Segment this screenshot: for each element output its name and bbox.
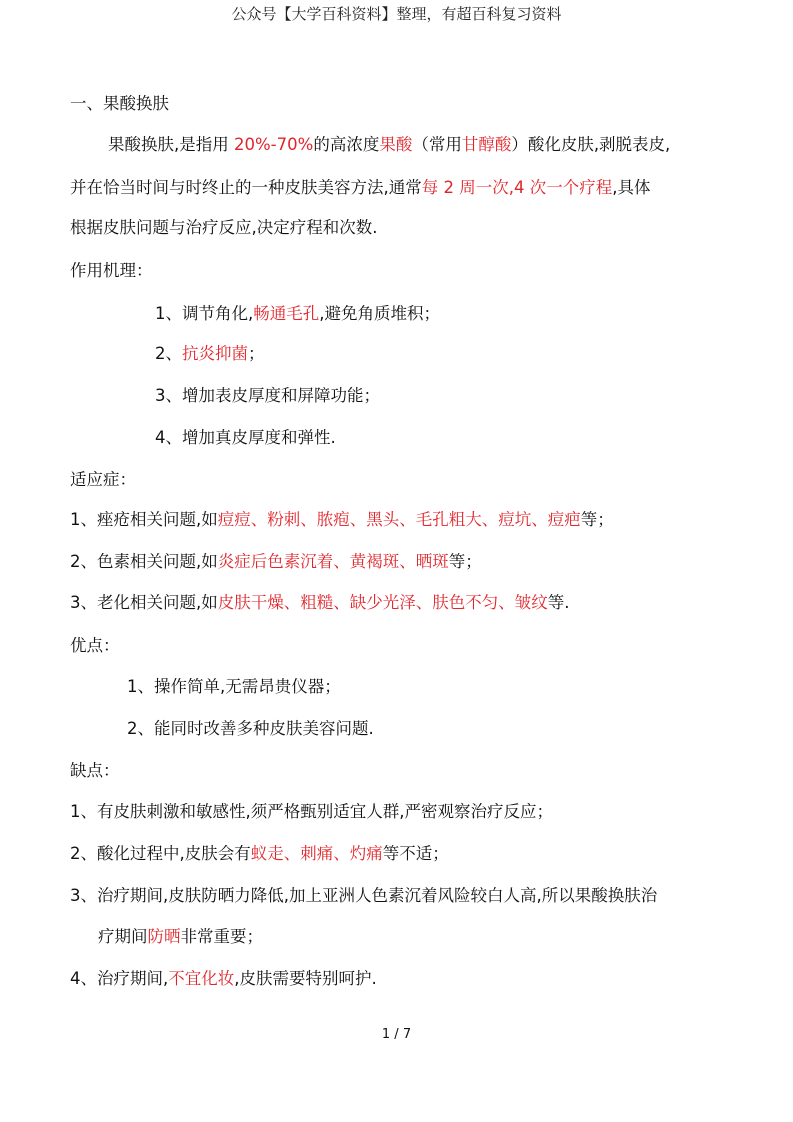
highlighted-text: 不宜化妆 — [168, 969, 235, 988]
highlighted-text: 20%-70% — [234, 135, 314, 154]
text-line — [155, 427, 336, 449]
text-line — [70, 217, 378, 239]
highlighted-text: 畅通毛孔 — [253, 304, 320, 323]
text-segment: 2、 — [155, 344, 182, 363]
text-segment: 等. — [547, 593, 570, 612]
text-line — [70, 260, 153, 282]
text-segment: 适应症： — [70, 470, 136, 489]
highlighted-text: 每 2 周一次,4 次一个疗程 — [421, 178, 613, 197]
text-segment: 3、治疗期间,皮肤防晒力降低,加上亚洲人色素沉着风险较白人高,所以果酸换肤治 — [70, 886, 658, 905]
text-line — [70, 469, 136, 491]
text-segment: 1、有皮肤刺激和敏感性,须严格甄别适宜人群,严密观察治疗反应； — [70, 802, 553, 821]
text-segment: 1、痤疮相关问题,如 — [70, 510, 218, 529]
highlighted-text: 果酸 — [379, 135, 413, 154]
text-segment: 3、老化相关问题,如 — [70, 593, 218, 612]
text-line — [155, 343, 265, 365]
text-segment: 作用机理： — [70, 261, 153, 280]
text-segment: 4、治疗期间, — [70, 969, 169, 988]
text-segment: ,避免角质堆积； — [319, 304, 440, 323]
text-line — [70, 801, 553, 823]
page-header: 公众号【大学百科资料】整理，有超百科复习资料 — [231, 5, 562, 23]
text-segment: 1、操作简单,无需昂贵仪器； — [127, 677, 341, 696]
text-segment: 疗期间 — [98, 927, 148, 946]
text-segment: 的高浓度 — [313, 135, 380, 154]
text-segment: 等不适； — [382, 844, 449, 863]
text-line — [70, 592, 570, 614]
text-line — [70, 968, 377, 990]
highlighted-text: 皮肤干燥、粗糙、缺少光泽、肤色不匀、皱纹 — [217, 593, 548, 612]
highlighted-text: 炎症后色素沉着、黄褐斑、晒斑 — [217, 552, 449, 571]
highlighted-text: 甘醇酸 — [461, 135, 512, 154]
text-segment: 2、色素相关问题,如 — [70, 552, 218, 571]
text-segment: （常用 — [412, 135, 462, 154]
text-line — [70, 760, 120, 782]
text-segment: ,具体 — [612, 178, 651, 197]
highlighted-text: 抗炎抑菌 — [182, 344, 248, 363]
text-segment: 3、增加表皮厚度和屏障功能； — [155, 386, 380, 405]
text-segment: 并在恰当时间与时终止的一种皮肤美容方法,通常 — [70, 178, 422, 197]
text-segment: 根据皮肤问题与治疗反应,决定疗程和次数. — [70, 218, 378, 237]
text-line — [70, 509, 614, 531]
text-line — [70, 93, 169, 115]
text-line — [70, 551, 482, 573]
text-line — [155, 385, 380, 407]
text-segment: 2、能同时改善多种皮肤美容问题. — [127, 719, 374, 738]
highlighted-text: 防晒 — [147, 927, 181, 946]
text-line — [70, 635, 120, 657]
text-line — [127, 718, 374, 740]
text-segment: 优点： — [70, 636, 120, 655]
text-segment: 2、酸化过程中,皮肤会有 — [70, 844, 251, 863]
text-line — [155, 303, 440, 325]
highlighted-text: 蚁走、刺痛、灼痛 — [250, 844, 383, 863]
text-line — [70, 177, 650, 199]
text-segment: 缺点： — [70, 761, 120, 780]
text-segment: 4、增加真皮厚度和弹性. — [155, 428, 336, 447]
text-line — [70, 843, 449, 865]
text-line — [70, 885, 657, 907]
text-segment: 等； — [448, 552, 482, 571]
page-number: 1 / 7 — [381, 1027, 412, 1042]
text-segment: 果酸换肤,是指用 — [108, 135, 234, 154]
text-segment: 一、果酸换肤 — [70, 94, 169, 113]
text-segment: ）酸化皮肤,剥脱表皮, — [511, 135, 671, 154]
text-line — [108, 134, 670, 156]
text-segment: ； — [248, 344, 265, 363]
text-line — [98, 926, 263, 948]
text-segment: 等； — [580, 510, 614, 529]
text-segment: ,皮肤需要特别呵护. — [234, 969, 377, 988]
text-segment: 1、调节角化, — [155, 304, 254, 323]
text-line — [127, 676, 341, 698]
text-segment: 非常重要； — [180, 927, 263, 946]
highlighted-text: 痘痘、粉刺、脓疱、黑头、毛孔粗大、痘坑、痘疤 — [217, 510, 581, 529]
